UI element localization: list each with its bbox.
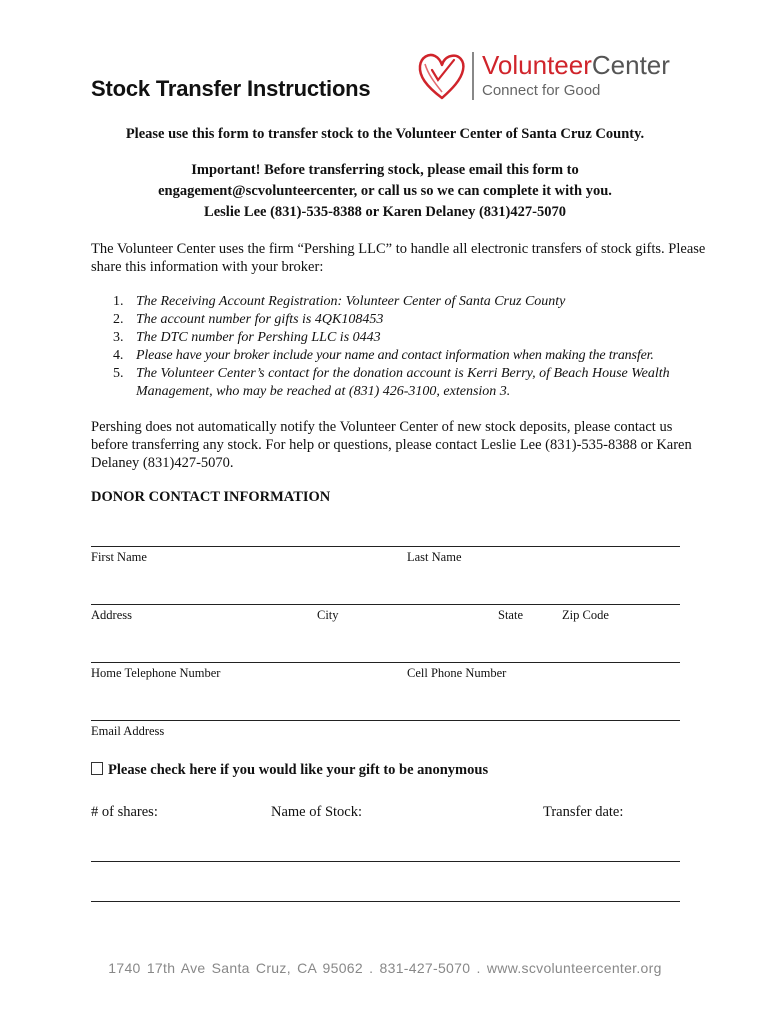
address-label: Address [91,608,132,622]
phone-line[interactable] [91,662,680,663]
stock-entry-line-2[interactable] [91,901,680,902]
list-item: 2. The account number for gifts is 4QK108453 [113,312,384,327]
zip-label: Zip Code [562,608,609,622]
notification-paragraph: Pershing does not automatically notify the Volunteer Center of new stock deposits, please contact us before transferring any stock. For help or questions, please contact Leslie Lee (831)-535-8388 or Karen Delaney (831)427-5070. [91,419,692,471]
city-label: City [317,608,339,622]
list-item: 5. The Volunteer Center’s contact for the donation account is Kerri Berry, of Beach House Wealth Management, who may be reached at (831) 426-3100, extension 3. [113,366,670,399]
home-phone-label: Home Telephone Number [91,666,221,680]
list-item: 3. The DTC number for Pershing LLC is 0443 [113,330,381,345]
footer-contact: 1740 17th Ave Santa Cruz, CA 95062 . 831-427-5070 . www.scvolunteercenter.org [108,960,662,976]
checkbox-icon[interactable] [91,762,103,775]
cell-phone-label: Cell Phone Number [407,666,507,680]
important-line-2: engagement@scvolunteercenter, or call us so we can complete it with you. [158,183,612,199]
anonymous-label: Please check here if you would like your gift to be anonymous [108,762,489,778]
shares-label: # of shares: [91,804,158,820]
email-label: Email Address [91,724,165,738]
page-title: Stock Transfer Instructions [91,76,371,101]
last-name-label: Last Name [407,550,462,564]
volunteer-center-logo [416,46,686,106]
stock-name-label: Name of Stock: [271,804,363,820]
donor-section-heading: DONOR CONTACT INFORMATION [91,489,331,505]
list-item: 4. Please have your broker include your name and contact information when making the transfer. [113,348,654,363]
important-line-3: Leslie Lee (831)-535-8388 or Karen Delaney (831)427-5070 [204,204,566,220]
pershing-paragraph: The Volunteer Center uses the firm “Pershing LLC” to handle all electronic transfers of stock gifts. Please share this information with your broker: [91,241,706,275]
heart-logo-icon [416,48,468,104]
intro-line: Please use this form to transfer stock to the Volunteer Center of Santa Cruz County. [125,126,645,142]
address-line[interactable] [91,604,680,605]
broker-instructions-list [91,293,731,401]
email-line[interactable] [91,720,680,721]
stock-entry-line-1[interactable] [91,861,680,862]
list-item: 1. The Receiving Account Registration: Volunteer Center of Santa Cruz County [113,294,566,309]
logo-divider [472,52,474,100]
name-line[interactable] [91,546,680,547]
logo-wordmark: VolunteerCenter [482,50,670,80]
first-name-label: First Name [91,550,147,564]
anonymous-option[interactable] [91,762,488,779]
state-label: State [498,608,523,622]
important-line-1: Important! Before transferring stock, please email this form to [191,162,579,178]
transfer-date-label: Transfer date: [543,804,624,820]
logo-tagline: Connect for Good [482,82,601,99]
